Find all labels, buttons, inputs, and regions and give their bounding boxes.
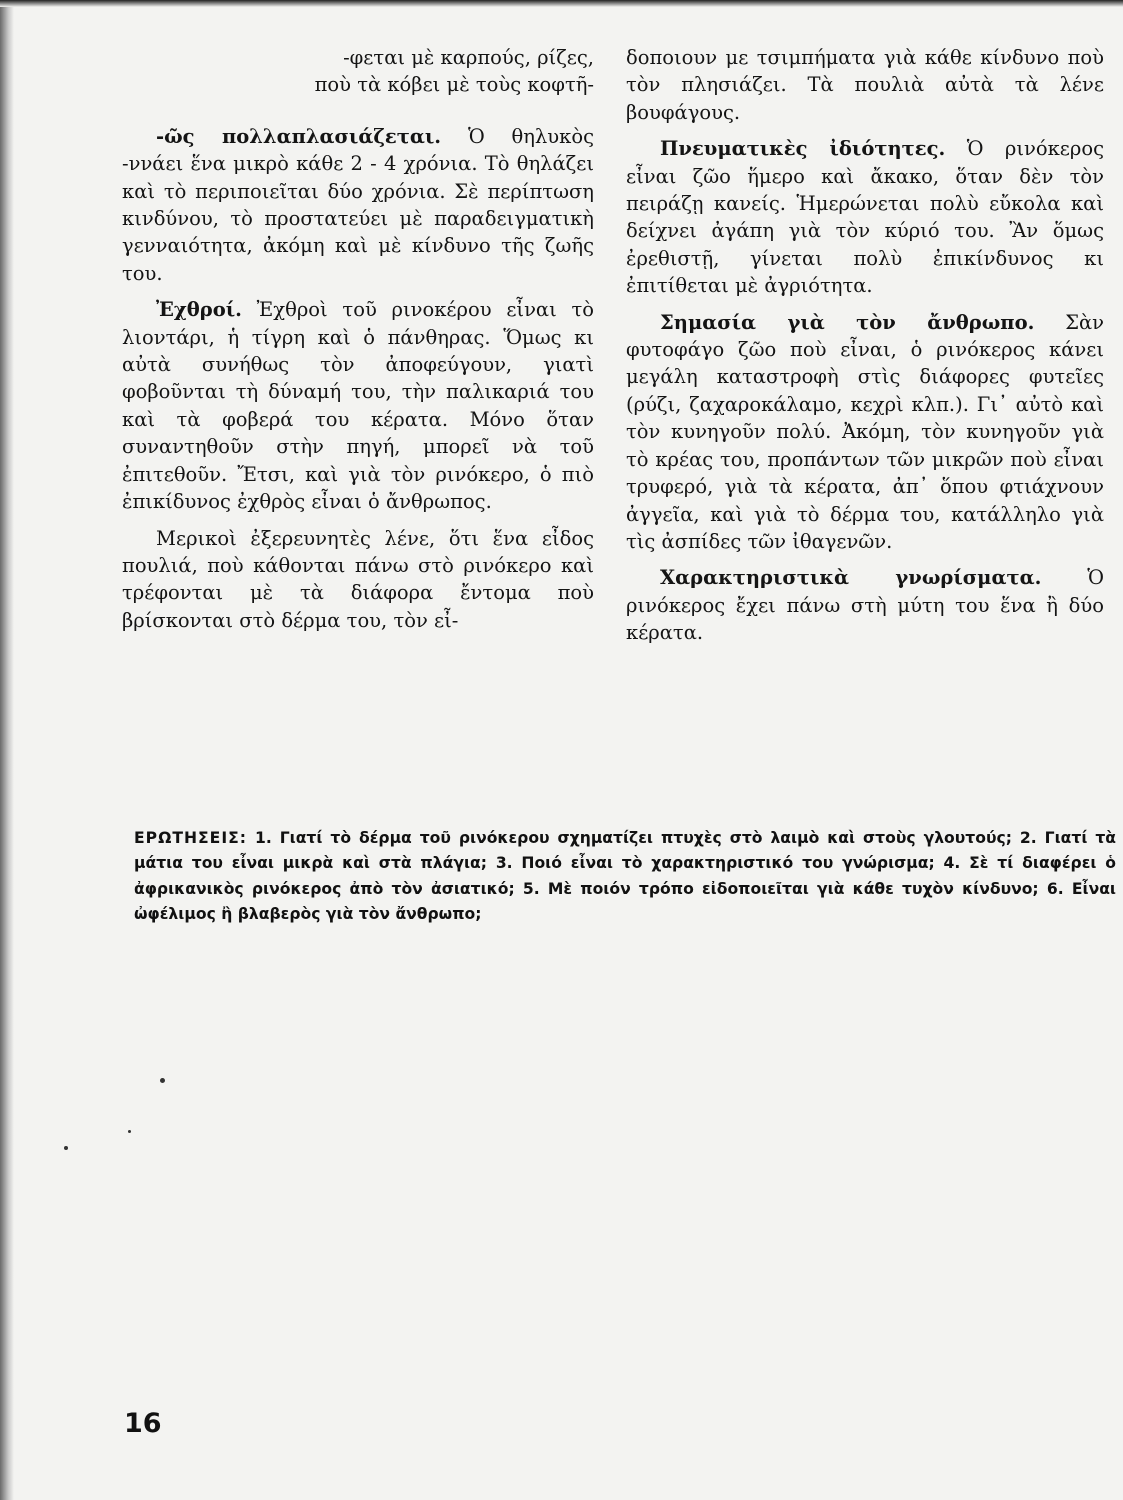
heading-importance: Σημασία γιὰ τὸν ἄνθρωπο. bbox=[660, 310, 1035, 334]
questions-label: ΕΡΩΤΗΣΕΙΣ: bbox=[134, 829, 248, 847]
left-fragment-line-2: ποὺ τὰ κόβει μὲ τοὺς κοφτῆ- bbox=[314, 73, 594, 97]
questions-block bbox=[134, 826, 1116, 928]
text-characteristics: Ὁ ρινόκερος ἔχει πάνω στὴ μύτη του ἕνα ἢ δύο κέρατα. bbox=[626, 566, 1104, 645]
heading-temperament: Πνευματικὲς ἰδιότητες. bbox=[660, 137, 946, 161]
text-temperament: Ὁ ρινόκερος εἶναι ζῶο ἥμερο καὶ ἄκακο, ὅταν δὲν τὸν πειράζῃ κανείς. Ἡμερώνεται πολὺ εὔκολα καὶ δείχνει ἀγάπη γιὰ τὸν κύριό του. Ἂν ὅμως ἐρεθιστῇ, γίνεται πολὺ ἐπικίνδυνος κι ἐπιτίθεται μὲ ἀγριότητα. bbox=[626, 137, 1105, 298]
page-number: 16 bbox=[124, 1408, 162, 1439]
ink-speck bbox=[128, 1130, 131, 1133]
left-fragment-line-1: -φεται μὲ καρπούς, ρίζες, bbox=[343, 46, 594, 69]
text-enemies: Ἐχθροὶ τοῦ ρινοκέρου εἶναι τὸ λιοντάρι, ἡ τίγρη καὶ ὁ πάνθηρας. Ὅμως κι αὐτὰ συνήθως τὸν ἀποφεύγουν, γιατὶ φοβοῦνται τὴ δύναμή του, τὴν παλικαριά του καὶ τὰ φοβερά του κέρατα. Μόνο ὅταν συναντηθοῦν στὴν πηγή, μπορεῖ νὰ τοῦ ἐπιτεθοῦν. Ἔτσι, καὶ γιὰ τὸν ρινόκερο, ὁ πιὸ ἐπικίδυνος ἐχθρὸς εἶναι ὁ ἄνθρωπος. bbox=[122, 298, 594, 514]
ink-speck bbox=[160, 1078, 165, 1083]
heading-reproduction: -ῶς πολλαπλασιάζεται. bbox=[156, 124, 442, 148]
paragraph-temperament bbox=[626, 135, 1104, 299]
right-column bbox=[626, 44, 1104, 656]
left-column bbox=[122, 44, 594, 643]
text-importance: Σὰν φυτοφάγο ζῶο ποὺ εἶναι, ὁ ρινόκερος κάνει μεγάλη καταστροφὴ στὶς διάφορες φυτεῖες (ρύζι, ζαχαροκάλαμο, κεχρὶ κλπ.). Γι᾿ αὐτὸ καὶ τὸν κυνηγοῦν πολύ. Ἀκόμη, τὸν κυνηγοῦν γιὰ τὸ κρέας του, προπάντων τῶν μικρῶν ποὺ εἶναι τρυφερό, γιὰ τὰ κέρατα, ἀπ᾿ ὅπου φτιάχνουν ἀγγεῖα, καὶ γιὰ τὸ δέρμα του, κατάλληλο γιὰ τὶς ἀσπίδες τῶν ἰθαγενῶν. bbox=[626, 310, 1104, 553]
right-fragment bbox=[626, 44, 1104, 126]
paragraph-explorers bbox=[122, 525, 594, 635]
page-binding-edge bbox=[0, 0, 14, 1500]
questions-text: 1. Γιατί τὸ δέρμα τοῦ ρινόκερου σχηματίζει πτυχὲς στὸ λαιμὸ καὶ στοὺς γλουτούς; 2. Γιατί τὰ μάτια του εἶναι μικρὰ καὶ στὰ πλάγια; 3. Ποιό εἶναι τὸ χαρακτηριστικό του γνώρισμα; 4. Σὲ τί διαφέρει ὁ ἀφρικανικὸς ρινόκερος ἀπὸ τὸν ἀσιατικό; 5. Μὲ ποιόν τρόπο εἰδοποιεῖται γιὰ κάθε τυχὸν κίνδυνο; 6. Εἶναι ὠφέλιμος ἢ βλαβερὸς γιὰ τὸν ἄνθρωπο; bbox=[134, 829, 1116, 924]
ink-speck bbox=[64, 1146, 68, 1150]
text-reproduction: Ὁ θηλυκὸς -ννάει ἕνα μικρὸ κάθε 2 - 4 χρόνια. Τὸ θηλάζει καὶ τὸ περιποιεῖται δύο χρόνια. Σὲ περίπτωση κινδύνου, τὸ προστατεύει μὲ παραδειγματικὴ γενναιότητα, ἀκόμη καὶ μὲ κίνδυνο τῆς ζωῆς του. bbox=[122, 124, 594, 285]
page-top-edge bbox=[0, 0, 1123, 7]
heading-characteristics: Χαρακτηριστικὰ γνωρίσματα. bbox=[660, 566, 1042, 590]
paragraph-enemies bbox=[122, 296, 594, 515]
text-explorers: Μερικοὶ ἐξερευνητὲς λένε, ὅτι ἕνα εἶδος πουλιά, ποὺ κάθονται πάνω στὸ ρινόκερο καὶ τρέφονται μὲ τὰ διάφορα ἔντομα ποὺ βρίσκονται στὸ δέρμα του, τὸν εἶ- bbox=[122, 526, 594, 632]
paragraph-characteristics bbox=[626, 564, 1104, 646]
paragraph-reproduction bbox=[122, 123, 594, 287]
heading-enemies: Ἐχθροί. bbox=[156, 298, 242, 322]
text-right-fragment: δοποιουν με τσιμπήματα γιὰ κάθε κίνδυνο ποὺ τὸν πλησιάζει. Τὰ πουλιὰ αὐτὰ τὰ λένε βουφάγους. bbox=[626, 46, 1104, 124]
left-fragment bbox=[122, 44, 594, 99]
paragraph-importance bbox=[626, 309, 1104, 556]
